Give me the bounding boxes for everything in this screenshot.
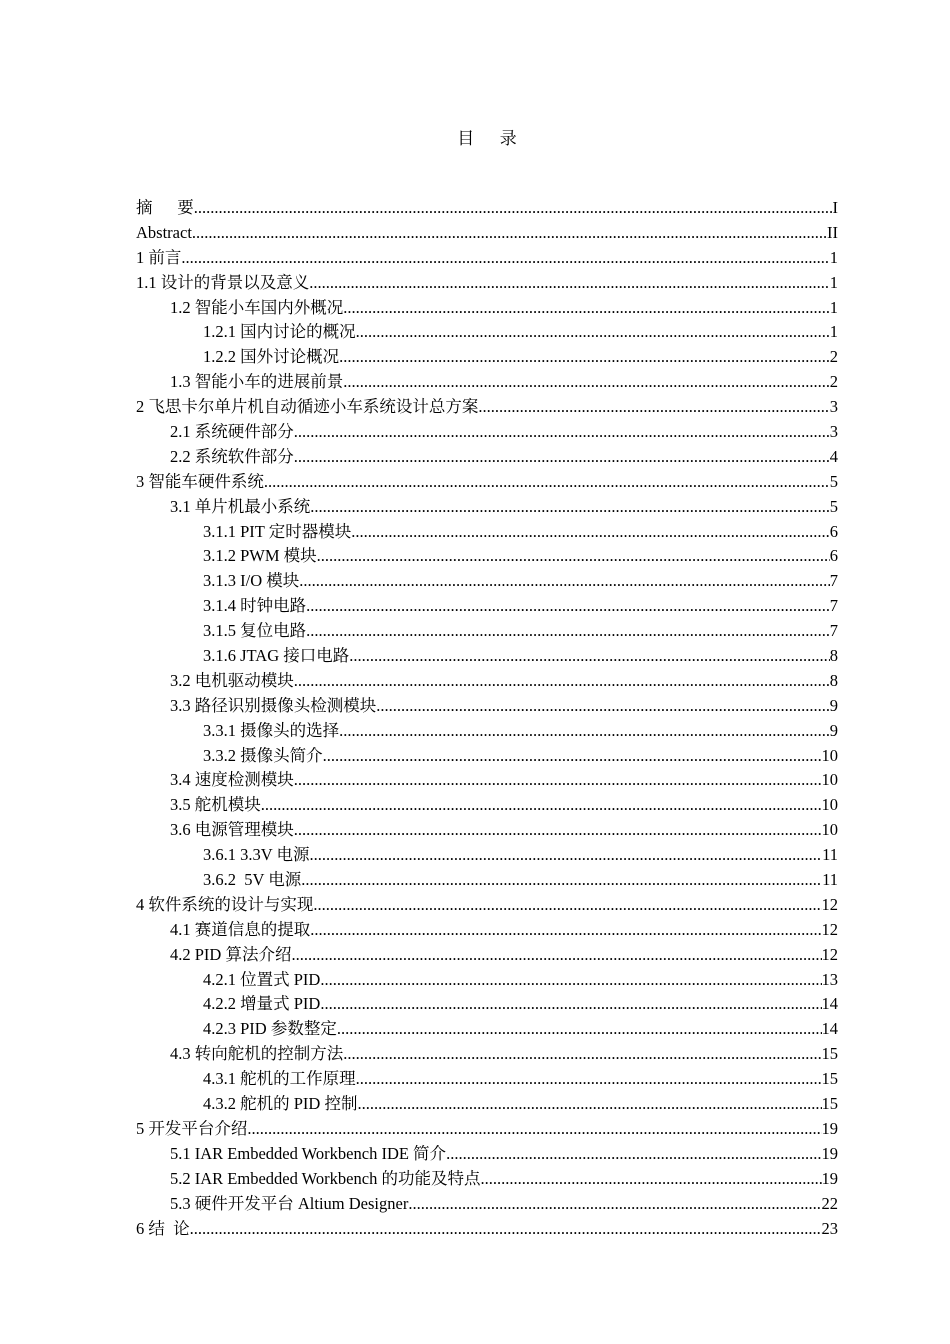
toc-entry[interactable] <box>136 594 838 619</box>
toc-page-number: 12 <box>821 894 838 914</box>
toc-entry-label: 5 开发平台介绍 <box>136 1118 248 1138</box>
toc-dot-leader <box>291 943 821 968</box>
toc-dot-leader <box>192 221 827 246</box>
toc-page-number: 3 <box>829 422 838 441</box>
toc-entry-label: 3.1.6 JTAG 接口电路 <box>203 646 350 666</box>
toc-entry[interactable] <box>136 221 838 246</box>
toc-dot-leader <box>310 918 821 943</box>
toc-page-number: 10 <box>821 745 838 765</box>
toc-entry[interactable] <box>136 395 838 420</box>
toc-entry-label: 6 结 论 <box>136 1218 190 1238</box>
toc-page-number: 6 <box>829 521 838 541</box>
toc-page-number: 10 <box>821 770 838 790</box>
toc-entry-label: 4.3.2 舵机的 PID 控制 <box>203 1094 358 1114</box>
toc-entry[interactable] <box>136 619 838 644</box>
toc-entry[interactable] <box>136 918 838 943</box>
toc-entry-label: 3.1 单片机最小系统 <box>170 496 311 516</box>
toc-page-number: 5 <box>829 496 838 516</box>
toc-entry[interactable] <box>136 1142 838 1167</box>
toc-dot-leader <box>194 196 833 221</box>
toc-page-number: 2 <box>829 372 838 392</box>
toc-page-number: II <box>827 222 838 242</box>
toc-entry[interactable] <box>136 719 838 744</box>
toc-page-number: 14 <box>821 994 838 1014</box>
toc-page-number: 15 <box>821 1044 838 1064</box>
toc-page-number: 19 <box>821 1143 838 1163</box>
toc-page-number: 1 <box>829 322 838 342</box>
toc-page-number: 10 <box>821 820 838 840</box>
toc-entry-label: 4.3.1 舵机的工作原理 <box>203 1069 356 1089</box>
toc-title: 目 录 <box>457 129 517 148</box>
toc-entry[interactable] <box>136 1067 838 1092</box>
toc-entry-label: 4.2.1 位置式 PID <box>203 969 321 989</box>
toc-dot-leader <box>478 395 829 420</box>
toc-dot-leader <box>323 744 822 769</box>
toc-dot-leader <box>339 345 830 370</box>
toc-entry[interactable] <box>136 1192 838 1217</box>
toc-dot-leader <box>317 544 830 569</box>
toc-entry[interactable] <box>136 744 838 769</box>
toc-entry-label: 2.1 系统硬件部分 <box>170 422 294 441</box>
toc-entry-label: 4.3 转向舵机的控制方法 <box>170 1044 344 1064</box>
toc-entry[interactable] <box>136 669 838 694</box>
toc-entry[interactable] <box>136 644 838 669</box>
toc-page-number: 6 <box>829 546 838 566</box>
toc-entry-label: 1.3 智能小车的进展前景 <box>170 372 344 392</box>
toc-dot-leader <box>408 1192 821 1217</box>
toc-dot-leader <box>264 470 830 495</box>
toc-dot-leader <box>480 1167 821 1192</box>
toc-entry[interactable] <box>136 271 838 296</box>
toc-entry-label: 3.6.1 3.3V 电源 <box>203 845 310 865</box>
toc-dot-leader <box>247 1117 821 1142</box>
toc-dot-leader <box>310 843 823 868</box>
toc-entry[interactable] <box>136 1167 838 1192</box>
toc-entry-label: 3.1.1 PIT 定时器模块 <box>203 521 352 541</box>
toc-entry[interactable] <box>136 520 838 545</box>
toc-page-number: 19 <box>821 1118 838 1138</box>
toc-dot-leader <box>351 520 830 545</box>
toc-entry[interactable] <box>136 495 838 520</box>
toc-dot-leader <box>181 246 829 271</box>
toc-entry[interactable] <box>136 420 838 445</box>
toc-page-number: 11 <box>822 845 838 865</box>
toc-list <box>136 196 838 1241</box>
toc-page-number: 11 <box>822 870 838 890</box>
toc-page-number: 2 <box>829 347 838 367</box>
toc-dot-leader <box>306 594 830 619</box>
toc-entry-label: 4 软件系统的设计与实现 <box>136 894 314 914</box>
toc-dot-leader <box>339 719 830 744</box>
toc-dot-leader <box>309 271 830 296</box>
toc-entry-label: 摘 要 <box>136 197 194 217</box>
toc-page-number: 12 <box>821 944 838 964</box>
toc-entry-label: 3.6.2 5V 电源 <box>203 870 302 890</box>
toc-page-number: 23 <box>821 1218 838 1238</box>
toc-entry-label: 3.1.2 PWM 模块 <box>203 546 317 566</box>
toc-entry-label: 4.1 赛道信息的提取 <box>170 919 311 939</box>
toc-page-number: 19 <box>821 1168 838 1188</box>
toc-dot-leader <box>337 1017 822 1042</box>
toc-entry-label: 3.1.4 时钟电路 <box>203 596 307 616</box>
toc-entry[interactable] <box>136 1042 838 1067</box>
toc-dot-leader <box>294 669 830 694</box>
toc-page-number: 1 <box>829 297 838 317</box>
toc-entry-label: 1.2.1 国内讨论的概况 <box>203 322 356 342</box>
toc-entry[interactable] <box>136 246 838 271</box>
toc-dot-leader <box>301 868 822 893</box>
toc-dot-leader <box>294 768 822 793</box>
toc-dot-leader <box>310 495 830 520</box>
toc-page-number: 10 <box>821 795 838 815</box>
toc-dot-leader <box>190 1217 822 1242</box>
toc-dot-leader <box>294 818 822 843</box>
toc-dot-leader <box>299 569 830 594</box>
toc-entry[interactable] <box>136 296 838 321</box>
toc-entry[interactable] <box>136 1092 838 1117</box>
toc-entry-label: 5.2 IAR Embedded Workbench 的功能及特点 <box>170 1168 481 1188</box>
toc-dot-leader <box>261 793 822 818</box>
toc-entry-label: 4.2.2 增量式 PID <box>203 994 321 1014</box>
toc-entry-label: 3 智能车硬件系统 <box>136 471 264 491</box>
toc-dot-leader <box>357 1092 821 1117</box>
toc-page-number: 9 <box>829 720 838 740</box>
toc-entry[interactable] <box>136 968 838 993</box>
toc-entry-label: 1.2.2 国外讨论概况 <box>203 347 340 367</box>
toc-entry[interactable] <box>136 768 838 793</box>
toc-entry-label: 1.1 设计的背景以及意义 <box>136 272 310 292</box>
toc-page-number: 7 <box>829 596 838 616</box>
toc-entry-label: 2.2 系统软件部分 <box>170 446 294 466</box>
toc-entry[interactable] <box>136 868 838 893</box>
toc-dot-leader <box>294 420 830 445</box>
toc-page-number: 9 <box>829 695 838 715</box>
toc-page-number: 1 <box>829 272 838 292</box>
toc-page-number: 15 <box>821 1069 838 1089</box>
toc-page-number: 5 <box>829 471 838 491</box>
toc-page-number: 14 <box>821 1019 838 1039</box>
toc-dot-leader <box>446 1142 821 1167</box>
toc-entry[interactable] <box>136 793 838 818</box>
toc-entry[interactable] <box>136 445 838 470</box>
toc-dot-leader <box>343 370 830 395</box>
toc-page-number: 7 <box>829 571 838 591</box>
toc-entry-label: 3.3.1 摄像头的选择 <box>203 720 340 740</box>
toc-entry-label: 3.6 电源管理模块 <box>170 820 294 840</box>
toc-page-number: 8 <box>829 646 838 666</box>
toc-page-number: 3 <box>829 397 838 417</box>
toc-entry[interactable] <box>136 843 838 868</box>
toc-entry-label: 5.1 IAR Embedded Workbench IDE 简介 <box>170 1143 447 1163</box>
toc-page-number: 13 <box>821 969 838 989</box>
toc-entry[interactable] <box>136 470 838 495</box>
toc-entry-label: 1 前言 <box>136 247 182 267</box>
toc-entry[interactable] <box>136 370 838 395</box>
toc-entry[interactable] <box>136 1217 838 1242</box>
toc-dot-leader <box>356 320 830 345</box>
toc-entry[interactable] <box>136 818 838 843</box>
toc-entry-label: 2 飞思卡尔单片机自动循迹小车系统设计总方案 <box>136 397 479 417</box>
toc-entry-label: 3.2 电机驱动模块 <box>170 670 294 690</box>
toc-entry-label: 3.3.2 摄像头简介 <box>203 745 323 765</box>
toc-entry-label: 3.4 速度检测模块 <box>170 770 294 790</box>
toc-entry[interactable] <box>136 993 838 1018</box>
toc-entry-label: 4.2.3 PID 参数整定 <box>203 1019 337 1039</box>
toc-dot-leader <box>294 445 830 470</box>
toc-entry[interactable] <box>136 544 838 569</box>
toc-page-number: 12 <box>821 919 838 939</box>
toc-dot-leader <box>320 968 821 993</box>
toc-page-number: I <box>832 197 838 217</box>
toc-entry-label: 3.3 路径识别摄像头检测模块 <box>170 695 377 715</box>
toc-entry[interactable] <box>136 1117 838 1142</box>
toc-dot-leader <box>343 296 830 321</box>
toc-page-number: 22 <box>821 1193 838 1213</box>
toc-page-number: 15 <box>821 1094 838 1114</box>
toc-dot-leader <box>376 694 830 719</box>
toc-entry[interactable] <box>136 196 838 221</box>
toc-entry[interactable] <box>136 1017 838 1042</box>
toc-page-number: 7 <box>829 621 838 641</box>
toc-entry[interactable] <box>136 893 838 918</box>
toc-entry-label: 1.2 智能小车国内外概况 <box>170 297 344 317</box>
toc-entry-label: 3.1.3 I/O 模块 <box>203 571 300 591</box>
toc-entry[interactable] <box>136 320 838 345</box>
toc-entry-label: Abstract <box>136 222 192 242</box>
toc-dot-leader <box>349 644 829 669</box>
toc-entry-label: 5.3 硬件开发平台 Altium Designer <box>170 1193 409 1213</box>
toc-page-number: 1 <box>829 247 838 267</box>
toc-dot-leader <box>356 1067 822 1092</box>
toc-page-number: 8 <box>829 670 838 690</box>
toc-page-number: 4 <box>829 446 838 466</box>
toc-entry-label: 4.2 PID 算法介绍 <box>170 944 292 964</box>
toc-entry[interactable] <box>136 943 838 968</box>
toc-dot-leader <box>320 992 821 1017</box>
toc-dot-leader <box>313 893 821 918</box>
toc-entry-label: 3.5 舵机模块 <box>170 795 261 815</box>
toc-dot-leader <box>343 1042 821 1067</box>
toc-entry[interactable] <box>136 694 838 719</box>
toc-entry[interactable] <box>136 569 838 594</box>
toc-entry[interactable] <box>136 345 838 370</box>
toc-entry-label: 3.1.5 复位电路 <box>203 621 307 641</box>
toc-dot-leader <box>306 619 830 644</box>
